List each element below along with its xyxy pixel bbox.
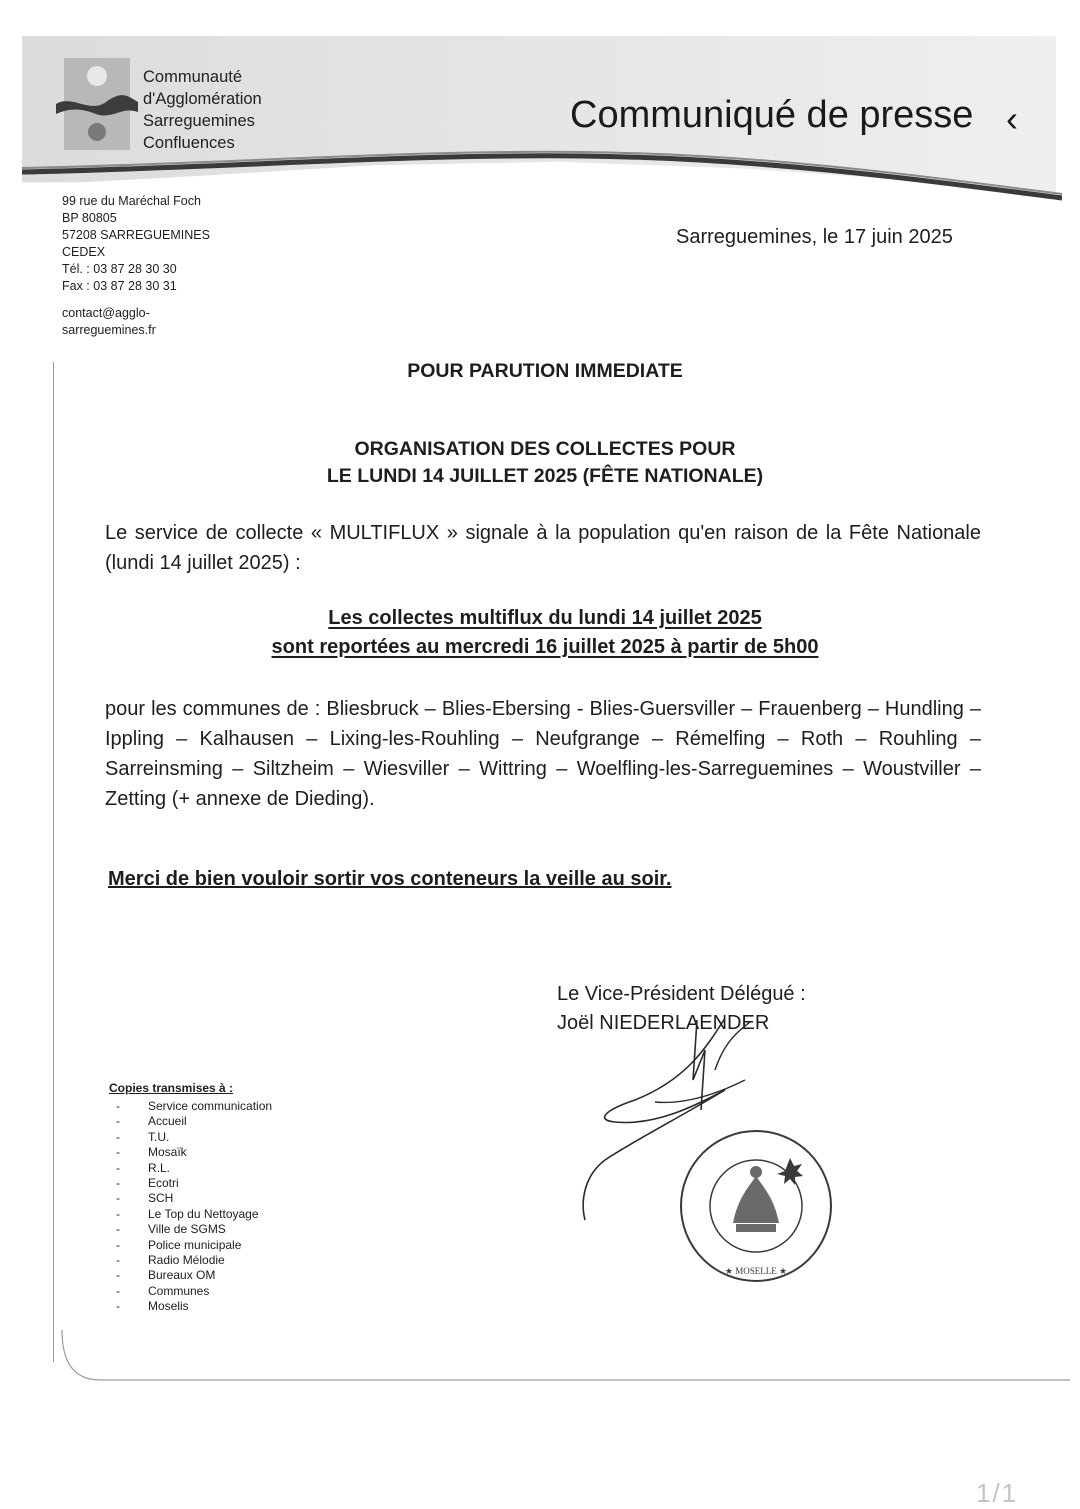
- frame-bottom-border: [60, 1330, 1070, 1382]
- list-item-bullet: -: [116, 1160, 120, 1175]
- list-item-bullet: -: [116, 1099, 120, 1113]
- address-line: 57208 SARREGUEMINES: [62, 228, 210, 242]
- list-item: Mosaïk: [148, 1145, 187, 1160]
- address-line: CEDEX: [62, 245, 106, 259]
- list-item-bullet: -: [116, 1283, 120, 1298]
- list-item: Ecotri: [148, 1176, 179, 1190]
- list-item-bullet: -: [116, 1114, 120, 1129]
- list-item: Ville de SGMS: [148, 1222, 226, 1237]
- announcement-line-1: Les collectes multiflux du lundi 14 juillet 2025: [328, 607, 762, 629]
- org-name-line-3: Sarreguemines: [143, 112, 255, 130]
- list-item: SCH: [148, 1191, 174, 1206]
- phone-line: Tél. : 03 87 28 30 30: [62, 262, 177, 276]
- list-item: Police municipale: [148, 1237, 242, 1252]
- copies-title: Copies transmises à :: [109, 1081, 234, 1095]
- announcement-line-2: sont reportées au mercredi 16 juillet 2025 à partir de 5h00: [271, 636, 819, 658]
- press-release-title: Communiqué de presse: [570, 94, 974, 136]
- list-item-bullet: -: [116, 1176, 120, 1190]
- list-item-bullet: -: [116, 1299, 120, 1314]
- fax-line: Fax : 03 87 28 30 31: [62, 279, 177, 293]
- signatory-title: Le Vice-Président Délégué :: [557, 983, 806, 1005]
- page-number: 1/1: [976, 1478, 1019, 1508]
- email-line-2: sarreguemines.fr: [62, 323, 156, 337]
- date-line: Sarreguemines, le 17 juin 2025: [676, 226, 953, 248]
- list-item-bullet: -: [116, 1253, 120, 1267]
- list-item: Radio Mélodie: [148, 1253, 225, 1267]
- list-item-bullet: -: [116, 1191, 120, 1206]
- list-item: Service communication: [148, 1099, 273, 1113]
- list-item-bullet: -: [116, 1145, 120, 1160]
- email-line-1: contact@agglo-: [62, 306, 150, 320]
- address-line: BP 80805: [62, 211, 117, 225]
- headline-line-1: ORGANISATION DES COLLECTES POUR: [354, 438, 736, 460]
- list-item: Communes: [148, 1283, 210, 1298]
- headline-line-2: LE LUNDI 14 JUILLET 2025 (FÊTE NATIONALE): [326, 465, 764, 487]
- org-name-line-2: d'Agglomération: [143, 90, 262, 108]
- signatory-name: Joël NIEDERLAENDER: [557, 1012, 770, 1034]
- list-item-bullet: -: [116, 1237, 120, 1252]
- list-item-bullet: -: [116, 1206, 120, 1221]
- list-item-bullet: -: [116, 1222, 120, 1237]
- official-seal-stamp: [678, 1128, 834, 1284]
- list-item: Le Top du Nettoyage: [148, 1206, 259, 1221]
- release-label: POUR PARUTION IMMEDIATE: [407, 360, 683, 382]
- intro-paragraph: Le service de collecte « MULTIFLUX » signale à la population qu'en raison de la Fête Nationale (lundi 14 juillet 2025) :: [105, 522, 981, 574]
- list-item: Moselis: [148, 1299, 189, 1314]
- closing-note: Merci de bien vouloir sortir vos conteneurs la veille au soir.: [108, 868, 672, 890]
- communes-paragraph: pour les communes de : Bliesbruck – Blies-Ebersing - Blies-Guersviller – Frauenberg – Hundling – Ippling – Kalhausen – Lixing-les-Rouhling – Neufgrange – Rémelfing – Roth – Rouhling – Sarreinsming – Siltzheim – Wiesviller – Wittring – Woelfling-les-Sarreguemines – Woustviller – Zetting (+ annexe de Dieding).: [105, 698, 981, 810]
- chevron-left-icon: ‹: [1006, 98, 1018, 139]
- svg-text:★ MOSELLE ★: ★ MOSELLE ★: [724, 1266, 788, 1276]
- org-name-line-4: Confluences: [143, 134, 235, 152]
- list-item-bullet: -: [116, 1129, 120, 1144]
- list-item: R.L.: [148, 1160, 171, 1175]
- org-name-line-1: Communauté: [143, 68, 243, 86]
- frame-left-border: [53, 362, 54, 1362]
- address-line: 99 rue du Maréchal Foch: [62, 194, 201, 208]
- list-item: T.U.: [148, 1129, 170, 1144]
- list-item-bullet: -: [116, 1268, 120, 1283]
- list-item: Bureaux OM: [148, 1268, 216, 1283]
- list-item: Accueil: [148, 1114, 187, 1129]
- organization-logo: [56, 56, 138, 152]
